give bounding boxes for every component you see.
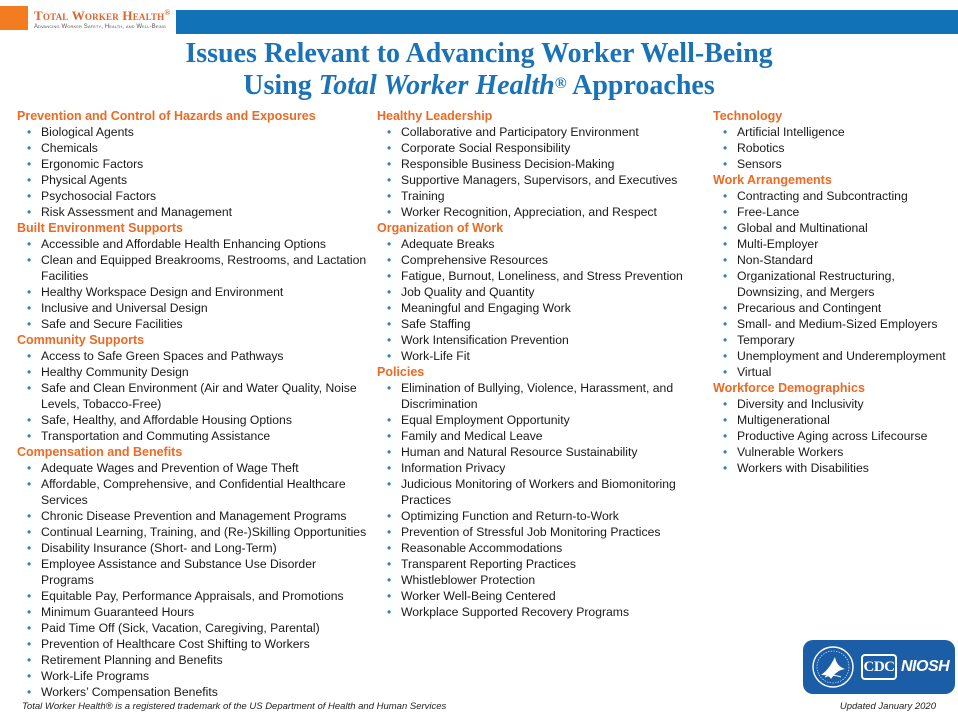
- list-item: [377, 524, 707, 540]
- bullet-icon: •: [27, 125, 32, 139]
- bullet-icon: •: [723, 141, 728, 155]
- bullet-icon: •: [387, 573, 392, 587]
- bullet-icon: •: [27, 157, 32, 171]
- page-title: [0, 38, 958, 102]
- updated-date: Updated January 2020: [839, 701, 936, 712]
- list-item-text: Comprehensive Resources: [401, 253, 548, 267]
- bullet-icon: •: [387, 173, 392, 187]
- bullet-icon: •: [27, 589, 32, 603]
- list-item-text: Organizational Restructuring, Downsizing, and Mergers: [737, 269, 895, 299]
- list-item-text: Paid Time Off (Sick, Vacation, Caregiving, Parental): [41, 621, 320, 635]
- bullet-icon: •: [387, 301, 392, 315]
- bullet-icon: •: [27, 381, 32, 395]
- item-list: [17, 460, 372, 700]
- bullet-icon: •: [27, 317, 32, 331]
- logo-title: Total Worker Health®: [34, 8, 171, 23]
- list-item-text: Safe Staffing: [401, 317, 471, 331]
- list-item: [377, 460, 707, 476]
- list-item: [713, 236, 953, 252]
- logo-tagline: Advancing Worker Safety, Health, and Well-Being: [34, 24, 166, 30]
- list-item: [17, 636, 372, 652]
- bullet-icon: •: [387, 269, 392, 283]
- column-1: [17, 108, 372, 700]
- list-item: [17, 620, 372, 636]
- list-item-text: Clean and Equipped Breakrooms, Restrooms, and Lactation Facilities: [41, 253, 367, 283]
- list-item-text: Worker Well-Being Centered: [401, 589, 556, 603]
- list-item: [713, 412, 953, 428]
- list-item: [377, 556, 707, 572]
- list-item-text: Transportation and Commuting Assistance: [41, 429, 271, 443]
- section-heading: Compensation and Benefits: [17, 445, 183, 459]
- niosh-logo: NIOSH: [901, 658, 950, 675]
- list-item: [17, 236, 372, 252]
- bullet-icon: •: [387, 237, 392, 251]
- section-policies: [377, 364, 707, 620]
- title-line-1: Issues Relevant to Advancing Worker Well-Being: [185, 38, 773, 69]
- bullet-icon: •: [387, 157, 392, 171]
- list-item: [17, 172, 372, 188]
- list-item: [17, 476, 372, 508]
- bullet-icon: •: [723, 365, 728, 379]
- list-item-text: Healthy Community Design: [41, 365, 189, 379]
- bullet-icon: •: [27, 205, 32, 219]
- list-item: [713, 428, 953, 444]
- list-item: [377, 380, 707, 412]
- list-item-text: Risk Assessment and Management: [41, 205, 233, 219]
- list-item-text: Adequate Wages and Prevention of Wage Theft: [41, 461, 299, 475]
- list-item: [17, 540, 372, 556]
- bullet-icon: •: [27, 605, 32, 619]
- list-item: [377, 444, 707, 460]
- list-item-text: Chemicals: [41, 141, 98, 155]
- section-built-environment-supports: [17, 220, 372, 332]
- list-item: [713, 316, 953, 332]
- bullet-icon: •: [27, 349, 32, 363]
- bullet-icon: •: [27, 189, 32, 203]
- list-item-text: Safe, Healthy, and Affordable Housing Options: [41, 413, 292, 427]
- list-item: [17, 316, 372, 332]
- list-item: [377, 428, 707, 444]
- list-item-text: Diversity and Inclusivity: [737, 397, 864, 411]
- list-item-text: Access to Safe Green Spaces and Pathways: [41, 349, 284, 363]
- list-item: [17, 204, 372, 220]
- bullet-icon: •: [27, 541, 32, 555]
- section-heading: Built Environment Supports: [17, 221, 183, 235]
- list-item: [17, 188, 372, 204]
- bullet-icon: •: [387, 541, 392, 555]
- title-line-2: Using Total Worker Health® Approaches: [243, 70, 715, 101]
- list-item-text: Employee Assistance and Substance Use Disorder Programs: [41, 557, 317, 587]
- item-list: [17, 236, 372, 332]
- list-item: [17, 364, 372, 380]
- list-item-text: Vulnerable Workers: [737, 445, 844, 459]
- bullet-icon: •: [723, 317, 728, 331]
- bullet-icon: •: [387, 605, 392, 619]
- list-item-text: Affordable, Comprehensive, and Confidential Healthcare Services: [41, 477, 346, 507]
- list-item-text: Workers with Disabilities: [737, 461, 869, 475]
- list-item-text: Workplace Supported Recovery Programs: [401, 605, 630, 619]
- bullet-icon: •: [27, 685, 32, 699]
- list-item-text: Temporary: [737, 333, 795, 347]
- list-item-text: Supportive Managers, Supervisors, and Executives: [401, 173, 678, 187]
- list-item-text: Ergonomic Factors: [41, 157, 144, 171]
- list-item: [377, 188, 707, 204]
- list-item-text: Job Quality and Quantity: [401, 285, 535, 299]
- list-item-text: Equitable Pay, Performance Appraisals, and Promotions: [41, 589, 344, 603]
- list-item: [713, 268, 953, 300]
- bullet-icon: •: [27, 301, 32, 315]
- section-heading: Workforce Demographics: [713, 381, 865, 395]
- bullet-icon: •: [387, 509, 392, 523]
- list-item-text: Prevention of Healthcare Cost Shifting to Workers: [41, 637, 310, 651]
- list-item: [713, 220, 953, 236]
- list-item-text: Sensors: [737, 157, 782, 171]
- list-item-text: Continual Learning, Training, and (Re-)Skilling Opportunities: [41, 525, 367, 539]
- bullet-icon: •: [27, 525, 32, 539]
- list-item: [17, 300, 372, 316]
- section-heading: Prevention and Control of Hazards and Exposures: [17, 109, 316, 123]
- bullet-icon: •: [27, 653, 32, 667]
- list-item-text: Family and Medical Leave: [401, 429, 543, 443]
- bullet-icon: •: [723, 269, 728, 283]
- hhs-eagle-seal-icon: [811, 645, 855, 689]
- section-heading: Healthy Leadership: [377, 109, 493, 123]
- bullet-icon: •: [723, 429, 728, 443]
- list-item: [17, 684, 372, 700]
- list-item: [713, 140, 953, 156]
- section-heading: Policies: [377, 365, 425, 379]
- bullet-icon: •: [27, 429, 32, 443]
- bullet-icon: •: [723, 221, 728, 235]
- list-item-text: Psychosocial Factors: [41, 189, 157, 203]
- list-item-text: Safe and Secure Facilities: [41, 317, 183, 331]
- bullet-icon: •: [387, 589, 392, 603]
- list-item-text: Meaningful and Engaging Work: [401, 301, 571, 315]
- item-list: [713, 396, 953, 476]
- list-item-text: Chronic Disease Prevention and Management Programs: [41, 509, 347, 523]
- list-item-text: Collaborative and Participatory Environment: [401, 125, 639, 139]
- list-item-text: Responsible Business Decision-Making: [401, 157, 615, 171]
- bullet-icon: •: [27, 477, 32, 491]
- bullet-icon: •: [387, 317, 392, 331]
- bullet-icon: •: [723, 445, 728, 459]
- list-item: [377, 284, 707, 300]
- list-item-text: Optimizing Function and Return-to-Work: [401, 509, 619, 523]
- list-item: [17, 252, 372, 284]
- list-item-text: Worker Recognition, Appreciation, and Respect: [401, 205, 657, 219]
- list-item: [713, 300, 953, 316]
- list-item-text: Accessible and Affordable Health Enhancing Options: [41, 237, 327, 251]
- list-item: [17, 124, 372, 140]
- list-item: [713, 460, 953, 476]
- list-item: [377, 508, 707, 524]
- list-item-text: Global and Multinational: [737, 221, 868, 235]
- list-item-text: Small- and Medium-Sized Employers: [737, 317, 938, 331]
- list-item: [377, 252, 707, 268]
- bullet-icon: •: [387, 333, 392, 347]
- list-item: [713, 348, 953, 364]
- list-item: [713, 332, 953, 348]
- bullet-icon: •: [723, 157, 728, 171]
- list-item: [17, 428, 372, 444]
- list-item: [377, 204, 707, 220]
- list-item: [17, 556, 372, 588]
- header-bar: [0, 0, 958, 36]
- bullet-icon: •: [723, 349, 728, 363]
- item-list: [713, 124, 953, 172]
- item-list: [713, 188, 953, 380]
- list-item-text: Multigenerational: [737, 413, 830, 427]
- list-item-text: Workers’ Compensation Benefits: [41, 685, 218, 699]
- list-item: [713, 444, 953, 460]
- list-item-text: Non-Standard: [737, 253, 813, 267]
- bullet-icon: •: [27, 461, 32, 475]
- list-item-text: Information Privacy: [401, 461, 506, 475]
- list-item-text: Safe and Clean Environment (Air and Water Quality, Noise Levels, Tobacco-Free): [41, 381, 357, 411]
- list-item-text: Robotics: [737, 141, 785, 155]
- list-item: [377, 412, 707, 428]
- section-compensation-and-benefits: [17, 444, 372, 700]
- item-list: [377, 236, 707, 364]
- list-item: [713, 188, 953, 204]
- list-item-text: Productive Aging across Lifecourse: [737, 429, 928, 443]
- bullet-icon: •: [387, 557, 392, 571]
- list-item: [17, 156, 372, 172]
- list-item-text: Training: [401, 189, 445, 203]
- list-item-text: Inclusive and Universal Design: [41, 301, 208, 315]
- bullet-icon: •: [27, 253, 32, 267]
- list-item-text: Physical Agents: [41, 173, 128, 187]
- list-item: [713, 252, 953, 268]
- bullet-icon: •: [387, 141, 392, 155]
- bullet-icon: •: [27, 621, 32, 635]
- item-list: [377, 124, 707, 220]
- list-item-text: Disability Insurance (Short- and Long-Term): [41, 541, 277, 555]
- bullet-icon: •: [387, 349, 392, 363]
- section-prevention-and-control-of-hazards-and-exposures: [17, 108, 372, 220]
- bullet-icon: •: [387, 445, 392, 459]
- list-item: [377, 124, 707, 140]
- bullet-icon: •: [723, 301, 728, 315]
- trademark-note: Total Worker Health® is a registered trademark of the US Department of Health and Human Services: [22, 701, 447, 712]
- list-item-text: Multi-Employer: [737, 237, 819, 251]
- section-heading: Work Arrangements: [713, 173, 832, 187]
- list-item: [713, 156, 953, 172]
- bullet-icon: •: [27, 237, 32, 251]
- column-2: [377, 108, 707, 620]
- list-item-text: Healthy Workspace Design and Environment: [41, 285, 284, 299]
- list-item-text: Equal Employment Opportunity: [401, 413, 570, 427]
- section-heading: Technology: [713, 109, 783, 123]
- bullet-icon: •: [387, 461, 392, 475]
- section-workforce-demographics: [713, 380, 953, 476]
- list-item-text: Unemployment and Underemployment: [737, 349, 946, 363]
- list-item-text: Precarious and Contingent: [737, 301, 882, 315]
- item-list: [17, 124, 372, 220]
- list-item-text: Minimum Guaranteed Hours: [41, 605, 195, 619]
- bullet-icon: •: [387, 205, 392, 219]
- list-item-text: Whistleblower Protection: [401, 573, 536, 587]
- bullet-icon: •: [723, 253, 728, 267]
- list-item: [17, 284, 372, 300]
- list-item-text: Artificial Intelligence: [737, 125, 845, 139]
- bullet-icon: •: [723, 189, 728, 203]
- list-item: [713, 204, 953, 220]
- bullet-icon: •: [27, 413, 32, 427]
- list-item-text: Retirement Planning and Benefits: [41, 653, 223, 667]
- list-item: [17, 508, 372, 524]
- list-item: [377, 172, 707, 188]
- bullet-icon: •: [27, 365, 32, 379]
- list-item: [17, 140, 372, 156]
- bullet-icon: •: [27, 557, 32, 571]
- list-item: [17, 524, 372, 540]
- section-healthy-leadership: [377, 108, 707, 220]
- section-heading: Organization of Work: [377, 221, 504, 235]
- header-accent-bar: [176, 10, 958, 34]
- list-item-text: Work Intensification Prevention: [401, 333, 569, 347]
- list-item: [377, 236, 707, 252]
- list-item: [17, 460, 372, 476]
- list-item: [377, 268, 707, 284]
- bullet-icon: •: [387, 253, 392, 267]
- bullet-icon: •: [723, 397, 728, 411]
- bullet-icon: •: [723, 237, 728, 251]
- list-item-text: Biological Agents: [41, 125, 134, 139]
- bullet-icon: •: [387, 413, 392, 427]
- item-list: [377, 380, 707, 620]
- list-item: [713, 124, 953, 140]
- list-item-text: Fatigue, Burnout, Loneliness, and Stress Prevention: [401, 269, 683, 283]
- section-heading: Community Supports: [17, 333, 145, 347]
- bullet-icon: •: [27, 669, 32, 683]
- bullet-icon: •: [723, 413, 728, 427]
- list-item: [713, 364, 953, 380]
- section-community-supports: [17, 332, 372, 444]
- bullet-icon: •: [387, 525, 392, 539]
- list-item: [377, 156, 707, 172]
- bullet-icon: •: [723, 125, 728, 139]
- bullet-icon: •: [27, 637, 32, 651]
- bullet-icon: •: [723, 461, 728, 475]
- section-organization-of-work: [377, 220, 707, 364]
- bullet-icon: •: [387, 381, 392, 395]
- list-item-text: Elimination of Bullying, Violence, Harassment, and Discrimination: [401, 381, 674, 411]
- section-technology: [713, 108, 953, 172]
- list-item-text: Virtual: [737, 365, 772, 379]
- bullet-icon: •: [387, 125, 392, 139]
- list-item-text: Judicious Monitoring of Workers and Biomonitoring Practices: [401, 477, 676, 507]
- column-3: [713, 108, 953, 476]
- list-item: [377, 572, 707, 588]
- list-item: [17, 348, 372, 364]
- list-item: [377, 476, 707, 508]
- list-item: [17, 588, 372, 604]
- bullet-icon: •: [387, 477, 392, 491]
- bullet-icon: •: [27, 509, 32, 523]
- list-item: [377, 540, 707, 556]
- list-item: [377, 348, 707, 364]
- cdc-niosh-badge: [803, 640, 955, 694]
- list-item: [17, 380, 372, 412]
- list-item: [17, 412, 372, 428]
- item-list: [17, 348, 372, 444]
- list-item: [377, 316, 707, 332]
- bullet-icon: •: [27, 173, 32, 187]
- list-item-text: Contracting and Subcontracting: [737, 189, 908, 203]
- bullet-icon: •: [387, 429, 392, 443]
- bullet-icon: •: [723, 205, 728, 219]
- list-item: [377, 332, 707, 348]
- bullet-icon: •: [387, 189, 392, 203]
- list-item-text: Prevention of Stressful Job Monitoring Practices: [401, 525, 661, 539]
- list-item-text: Work-Life Programs: [41, 669, 150, 683]
- list-item: [377, 588, 707, 604]
- list-item: [377, 300, 707, 316]
- list-item-text: Transparent Reporting Practices: [401, 557, 576, 571]
- list-item: [377, 604, 707, 620]
- list-item: [17, 652, 372, 668]
- list-item: [17, 668, 372, 684]
- list-item-text: Corporate Social Responsibility: [401, 141, 571, 155]
- list-item-text: Human and Natural Resource Sustainability: [401, 445, 638, 459]
- bullet-icon: •: [27, 141, 32, 155]
- list-item: [377, 140, 707, 156]
- list-item-text: Free-Lance: [737, 205, 800, 219]
- list-item-text: Reasonable Accommodations: [401, 541, 563, 555]
- bullet-icon: •: [27, 285, 32, 299]
- list-item: [713, 396, 953, 412]
- logo-mark: [0, 6, 28, 30]
- list-item-text: Adequate Breaks: [401, 237, 495, 251]
- list-item: [17, 604, 372, 620]
- bullet-icon: •: [723, 333, 728, 347]
- bullet-icon: •: [387, 285, 392, 299]
- list-item-text: Work-Life Fit: [401, 349, 470, 363]
- cdc-logo: CDC: [861, 654, 897, 680]
- section-work-arrangements: [713, 172, 953, 380]
